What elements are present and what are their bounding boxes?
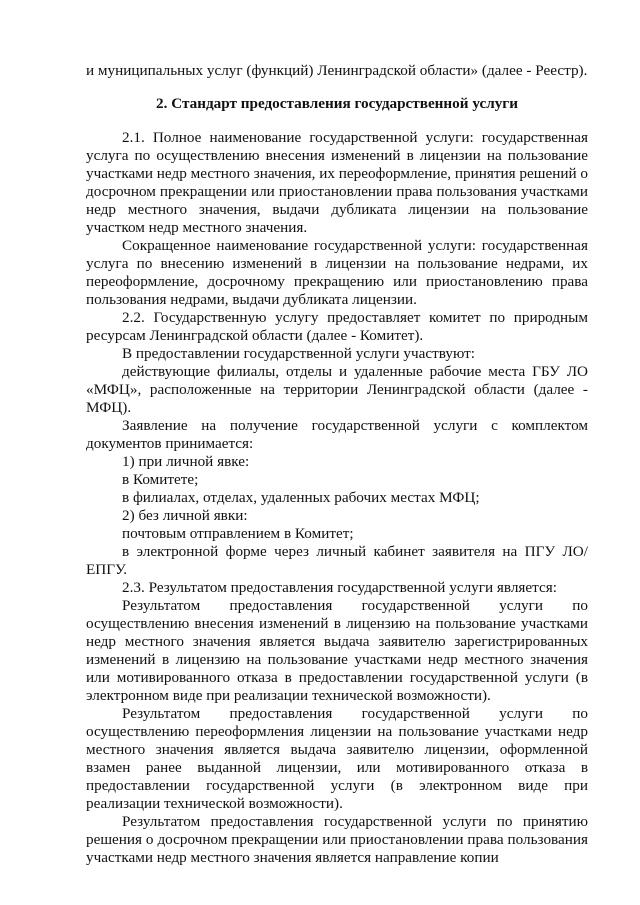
list-item-electronic: в электронной форме через личный кабинет заявителя на ПГУ ЛО/ЕПГУ. (86, 543, 588, 578)
document-body (86, 62, 588, 867)
paragraph-participants: В предоставлении государственной услуги участвуют: (122, 345, 475, 362)
paragraph-2-1: 2.1. Полное наименование государственной услуги: государственная услуга по осуществлению внесения изменений в лицензии на пользование участками недр местного значения, их переоформление, принятия решений о досрочном прекращении или приостановлении права пользования участками недр местного значения, выдачи дубликата лицензии на пользование участком недр местного значения. (86, 129, 588, 236)
paragraph-mfc: действующие филиалы, отделы и удаленные рабочие места ГБУ ЛО «МФЦ», расположенные на территории Ленинградской области (далее - МФЦ). (86, 363, 588, 416)
paragraph-result-changes: Результатом предоставления государственной услуги по осуществлению внесения изменений в лицензию на пользование участками недр местного значения является выдача заявителю зарегистрированных изменений в лицензию на пользование участками недр местного значения или мотивированного отказа в предоставлении государственной услуги (в электронном виде при реализации технической возможности). (86, 597, 588, 704)
list-item-committee: в Комитете; (122, 471, 199, 488)
list-item-post: почтовым отправлением в Комитет; (122, 525, 354, 542)
paragraph-short-name: Сокращенное наименование государственной услуги: государственная услуга по внесению изменений в лицензии на пользование недрами, их переоформление, досрочному прекращению или приостановлению права пользования недрами, выдачи дубликата лицензии. (86, 237, 588, 308)
list-item-personal: 1) при личной явке: (122, 453, 250, 470)
paragraph-result-termination: Результатом предоставления государственной услуги по принятию решения о досрочном прекращении или приостановлении права пользования участками недр местного значения является направление копии (86, 813, 588, 866)
paragraph-result-reissue: Результатом предоставления государственной услуги по осуществлению переоформления лицензии на пользование участками недр местного значения является выдача заявителю лицензии, оформленной взамен ранее выданной лицензии, или мотивированного отказа в предоставлении государственной услуги (в электронном виде при реализации технической возможности). (86, 705, 588, 812)
paragraph-2-3: 2.3. Результатом предоставления государственной услуги является: (122, 579, 557, 596)
paragraph-application: Заявление на получение государственной услуги с комплектом документов принимается: (86, 417, 588, 452)
list-item-mfc-branches: в филиалах, отделах, удаленных рабочих местах МФЦ; (122, 489, 480, 506)
carry-over-line: и муниципальных услуг (функций) Ленинградской области» (далее - Реестр). (86, 62, 588, 79)
list-item-remote: 2) без личной явки: (122, 507, 248, 524)
paragraph-2-2: 2.2. Государственную услугу предоставляет комитет по природным ресурсам Ленинградской области (далее - Комитет). (86, 309, 588, 344)
section-title: 2. Стандарт предоставления государственной услуги (156, 95, 518, 112)
